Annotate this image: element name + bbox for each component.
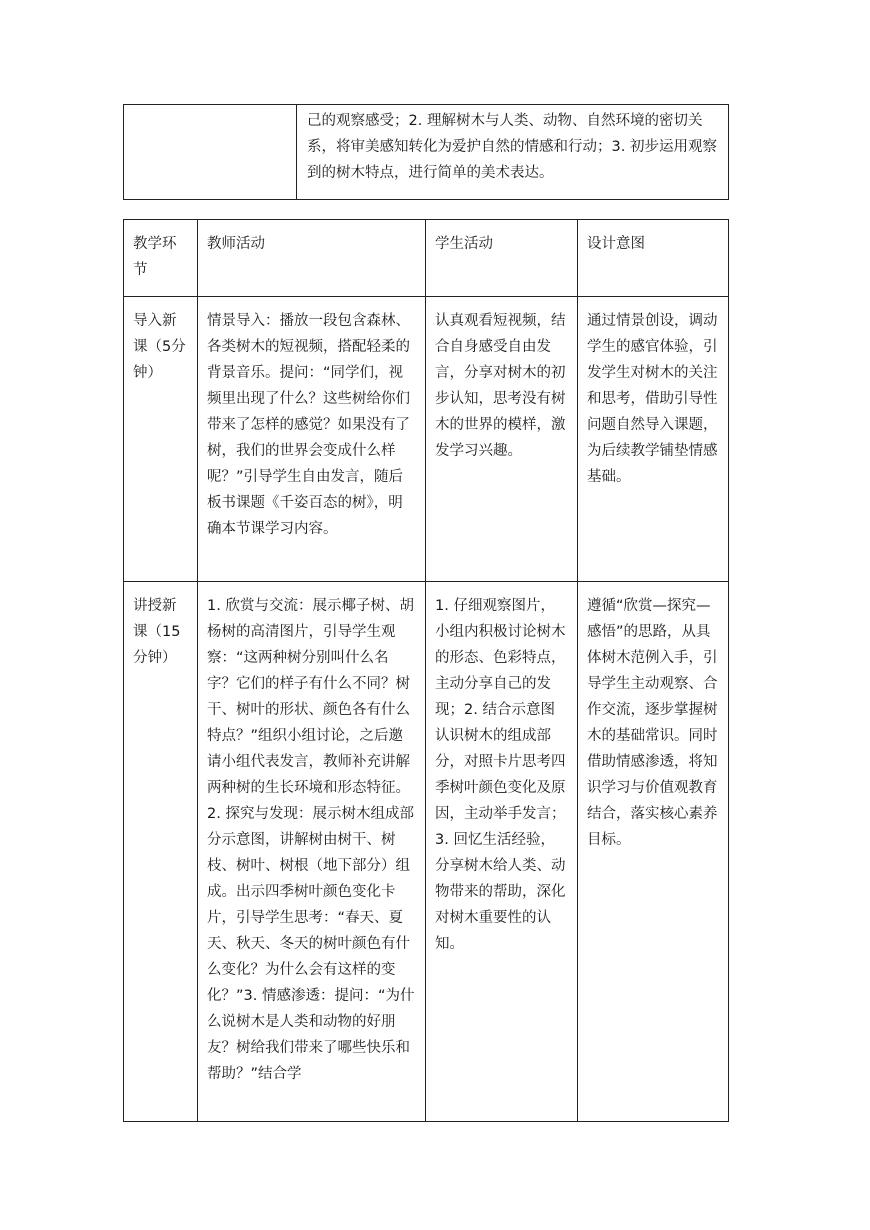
goals-content-text: 己的观察感受；2. 理解树木与人类、动物、自然环境的密切关系，将审美感知转化为爱护自然的情感和行动；3. 初步运用观察到的树木特点，进行简单的美术表达。 bbox=[307, 113, 717, 181]
student-activity-text: 认真观看短视频，结合自身感受自由发言，分享对树木的初步认知，思考没有树木的世界的模样，激发学习兴趣。 bbox=[435, 313, 566, 459]
goals-table bbox=[123, 104, 729, 200]
table-row bbox=[124, 297, 729, 582]
design-intent-text: 通过情景创设，调动学生的感官体验，引发学生对树木的关注和思考，借助引导性问题自然导入课题，为后续教学铺垫情感基础。 bbox=[587, 313, 718, 485]
student-activity-cell bbox=[426, 297, 578, 582]
header-cell-stage bbox=[124, 220, 198, 297]
header-student-text: 学生活动 bbox=[435, 236, 493, 252]
teacher-activity-text: 1. 欣赏与交流：展示椰子树、胡杨树的高清图片，引导学生观察：“这两种树分别叫什么名字？它们的样子有什么不同？树干、树叶的形状、颜色各有什么特点？”组织小组讨论，之后邀请小组代表发言，教师补充讲解两种树的生长环境和形态特征。2. 探究与发现：展示树木组成部分示意图，讲解树由树干、树枝、树叶、树根（地下部分）组成。出示四季树叶颜色变化卡片，引导学生思考：“春天、夏天、秋天、冬天的树叶颜色有什么变化？为什么会有这样的变化？”3. 情感渗透：提问：“为什么说树木是人类和动物的好朋友？树给我们带来了哪些快乐和帮助？”结合学 bbox=[207, 598, 415, 1082]
table-row bbox=[124, 582, 729, 1122]
header-intent-text: 设计意图 bbox=[587, 236, 645, 252]
header-teacher-text: 教师活动 bbox=[207, 236, 265, 252]
teacher-activity-cell bbox=[198, 297, 426, 582]
teacher-activity-text: 情景导入：播放一段包含森林、各类树木的短视频，搭配轻柔的背景音乐。提问：“同学们，视频里出现了什么？这些树给你们带来了怎样的感觉？如果没有了树，我们的世界会变成什么样呢？”引导学生自由发言，随后板书课题《千姿百态的树》，明确本节课学习内容。 bbox=[207, 313, 410, 537]
stage-text: 讲授新课（15分钟） bbox=[133, 598, 181, 666]
design-intent-cell bbox=[578, 297, 729, 582]
header-cell-intent bbox=[578, 220, 729, 297]
table-header-row bbox=[124, 220, 729, 297]
stage-cell bbox=[124, 582, 198, 1122]
teacher-activity-cell bbox=[198, 582, 426, 1122]
header-cell-student bbox=[426, 220, 578, 297]
design-intent-text: 遵循“欣赏—探究—感悟”的思路，从具体树木范例入手，引导学生主动观察、合作交流，逐步掌握树木的基础常识。同时借助情感渗透，将知识学习与价值观教育结合，落实核心素养目标。 bbox=[587, 598, 718, 848]
stage-cell bbox=[124, 297, 198, 582]
stage-text: 导入新课（5分钟） bbox=[133, 313, 186, 381]
goals-row bbox=[124, 105, 729, 200]
design-intent-cell bbox=[578, 582, 729, 1122]
student-activity-cell bbox=[426, 582, 578, 1122]
header-stage-text: 教学环节 bbox=[133, 236, 177, 278]
lesson-plan-table bbox=[123, 219, 729, 1122]
student-activity-text: 1. 仔细观察图片，小组内积极讨论树木的形态、色彩特点，主动分享自己的发现；2. 结合示意图认识树木的组成部分，对照卡片思考四季树叶颜色变化及原因，主动举手发言；3. 回忆生活经验，分享树木给人类、动物带来的帮助，深化对树木重要性的认知。 bbox=[435, 598, 566, 952]
header-cell-teacher bbox=[198, 220, 426, 297]
goals-label-text bbox=[124, 105, 296, 108]
goals-label-cell bbox=[124, 105, 297, 200]
goals-content-cell bbox=[297, 105, 729, 200]
